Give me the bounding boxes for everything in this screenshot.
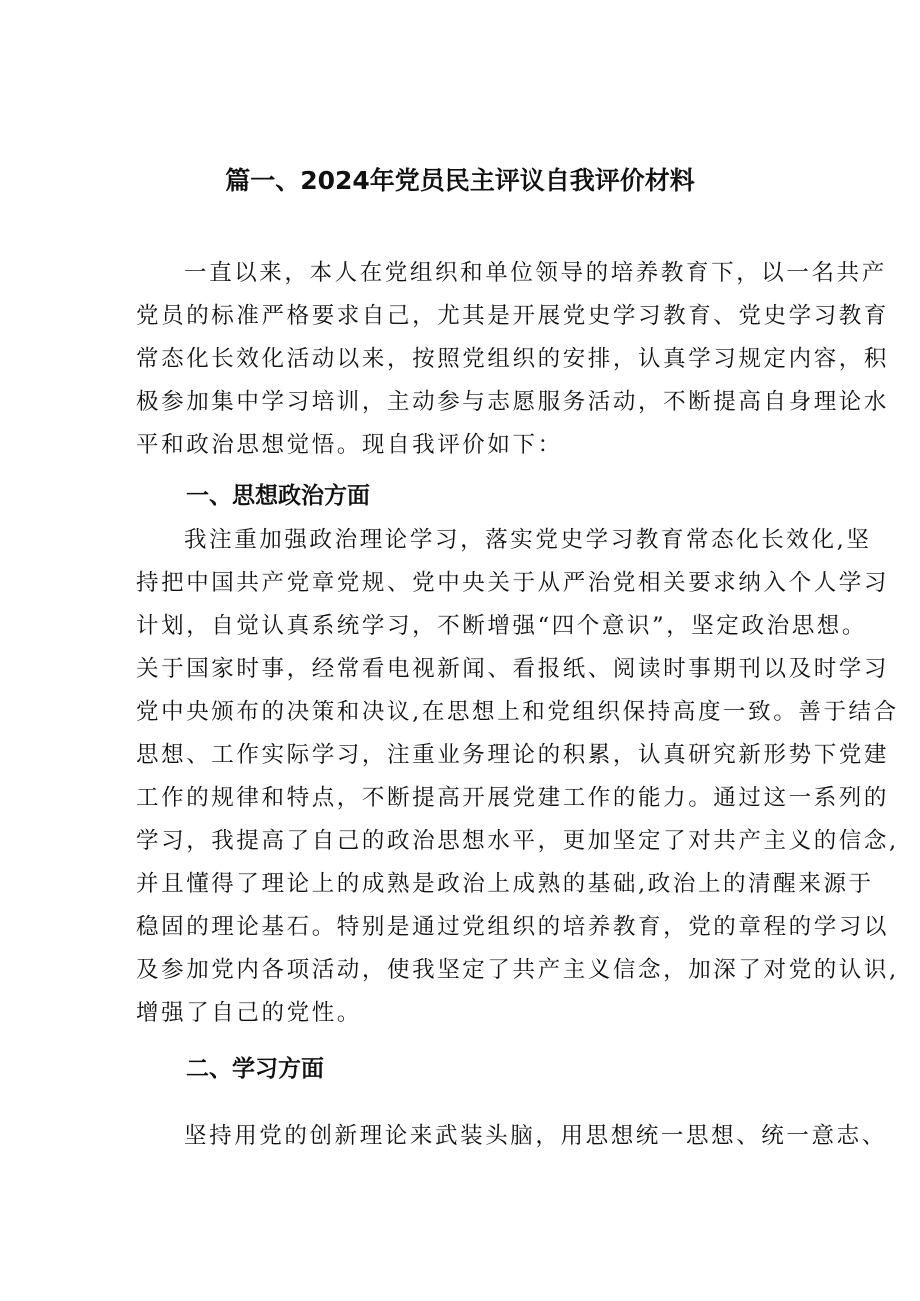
paragraph-line: 平和政治思想觉悟。现自我评价如下： <box>136 432 563 458</box>
section-heading-politics: 一、思想政治方面 <box>186 483 370 509</box>
paragraph-line: 增强了自己的党性。 <box>136 1000 362 1026</box>
section-heading-study: 二、学习方面 <box>186 1056 324 1082</box>
paragraph-line: 学习，我提高了自己的政治思想水平，更加坚定了对共产主义的信念, <box>136 828 899 854</box>
paragraph-line: 极参加集中学习培训，主动参与志愿服务活动，不断提高自身理论水 <box>136 389 890 415</box>
paragraph-line: 工作的规律和特点，不断提高开展党建工作的能力。通过这一系列的 <box>136 785 890 811</box>
paragraph-line: 稳固的理论基石。特别是通过党组织的培养教育，党的章程的学习以 <box>136 914 890 940</box>
document-title: 篇一、2024年党员民主评议自我评价材料 <box>225 166 695 195</box>
intro-paragraph <box>136 252 889 467</box>
paragraph-line: 并且懂得了理论上的成熟是政治上成熟的基础,政治上的清醒来源于 <box>136 871 874 897</box>
paragraph-line: 我注重加强政治理论学习，落实党史学习教育常态化长效化,坚 <box>184 527 872 553</box>
paragraph-line: 思想、工作实际学习，注重业务理论的积累，认真研究新形势下党建 <box>136 742 890 768</box>
paragraph-line: 计划，自觉认真系统学习，不断增强“四个意识”，坚定政治思想。 <box>136 613 868 639</box>
paragraph-line: 关于国家时事，经常看电视新闻、看报纸、阅读时事期刊以及时学习 <box>136 656 890 682</box>
paragraph-line: 党员的标准严格要求自己，尤其是开展党史学习教育、党史学习教育 <box>136 303 890 329</box>
paragraph-line: 及参加党内各项活动，使我坚定了共产主义信念，加深了对党的认识, <box>136 957 899 983</box>
paragraph-line: 党中央颁布的决策和决议,在思想上和党组织保持高度一致。善于结合 <box>136 699 899 725</box>
section-politics-paragraph <box>136 519 899 1035</box>
paragraph-line: 持把中国共产党章党规、党中央关于从严治党相关要求纳入个人学习 <box>136 570 890 596</box>
paragraph-line: 一直以来，本人在党组织和单位领导的培养教育下，以一名共产 <box>184 260 887 286</box>
paragraph-line: 常态化长效化活动以来，按照党组织的安排，认真学习规定内容，积 <box>136 346 890 372</box>
paragraph-line: 坚持用党的创新理论来武装头脑，用思想统一思想、统一意志、 <box>184 1123 887 1149</box>
section-study-paragraph <box>136 1115 887 1158</box>
